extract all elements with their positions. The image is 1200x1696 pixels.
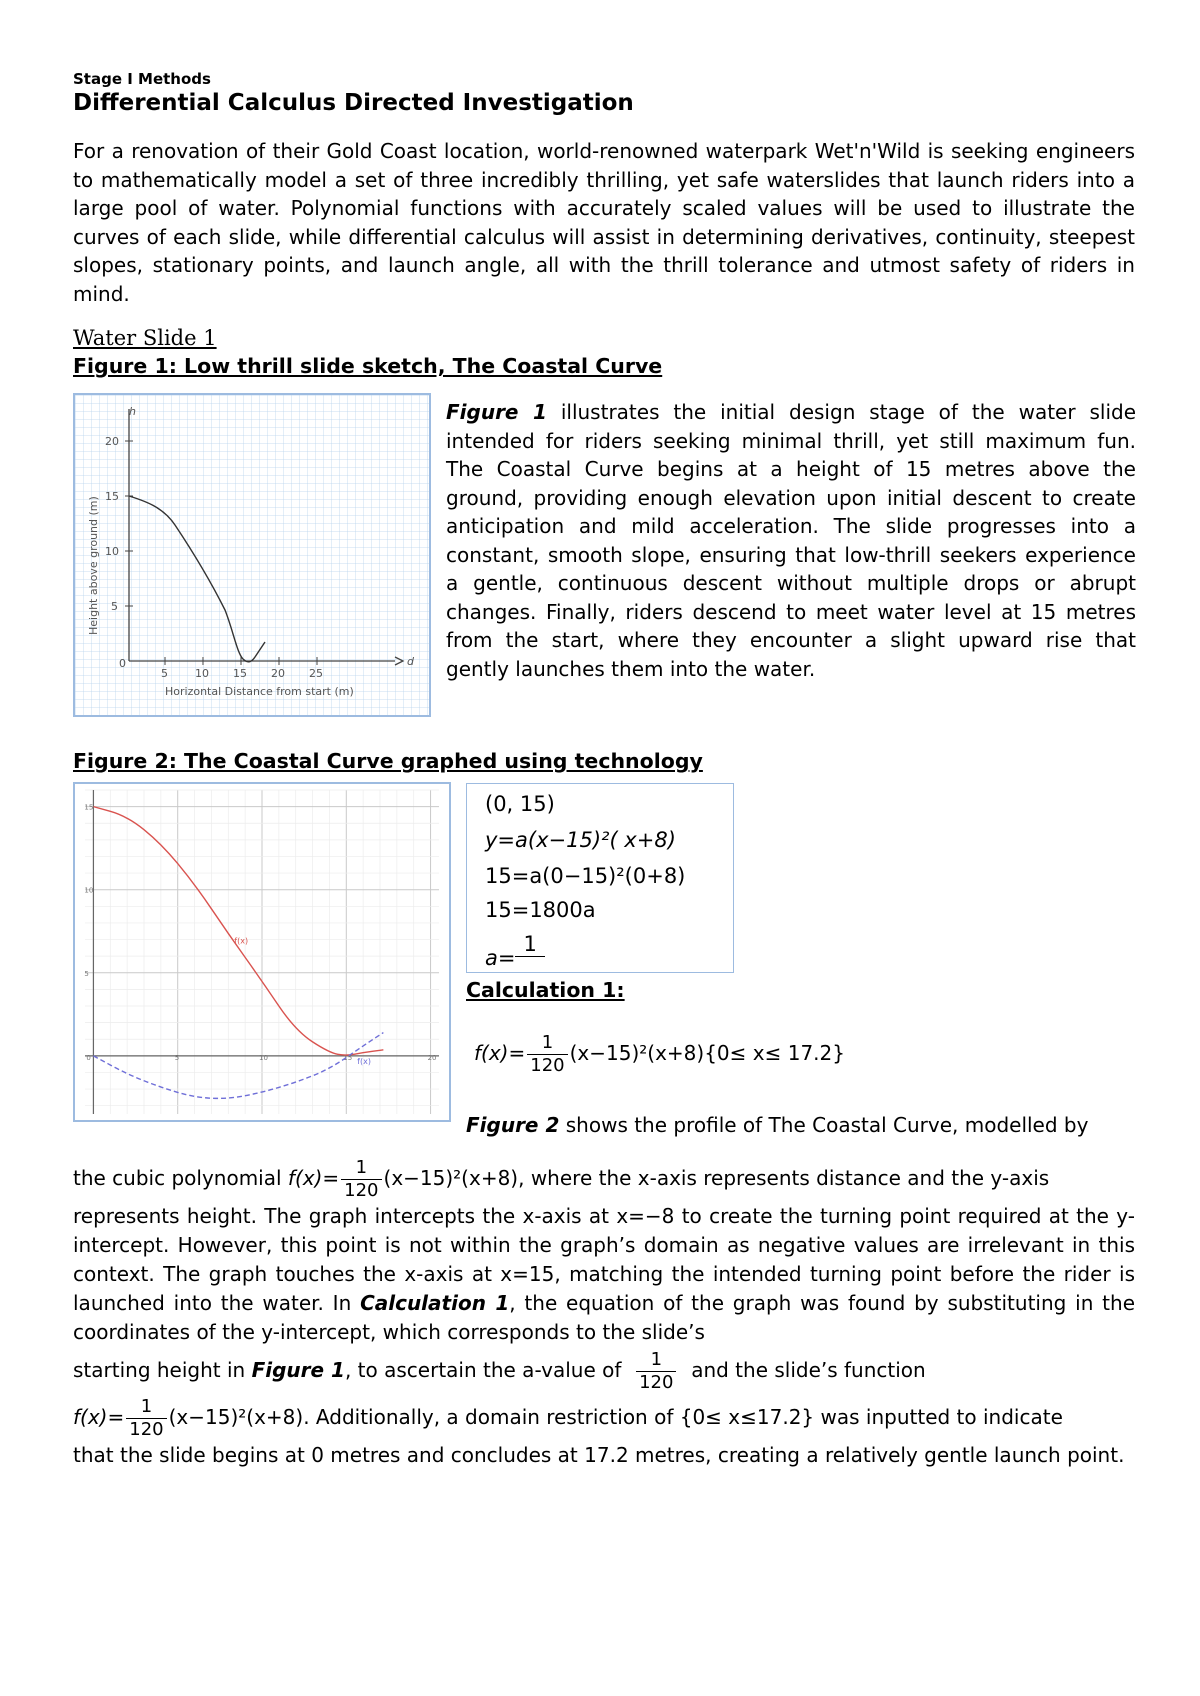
line-domain — [73, 1394, 1135, 1441]
line-a-value — [73, 1347, 1135, 1394]
series-line — [93, 1033, 383, 1099]
figure2-caption: Figure 2: The Coastal Curve graphed using technology — [73, 749, 703, 773]
calc-line-general: y=a(x−15)²( x+8) — [485, 828, 676, 852]
text: and the slide’s function — [691, 1358, 926, 1382]
x-tick-label: 10 — [259, 1053, 268, 1062]
figure1-sketch — [73, 393, 431, 717]
x-tick-label: 15 — [233, 667, 247, 680]
text: . Additionally, a domain restriction of — [303, 1405, 680, 1429]
text: , to ascertain the a-value of — [344, 1358, 622, 1382]
fraction-denominator: 120 — [530, 1055, 565, 1076]
y-tick-label: 10 — [84, 886, 94, 895]
x-tick-label: 15 — [343, 1053, 353, 1062]
figure1-svg — [75, 395, 429, 715]
figure2-lead-text: shows the profile of The Coastal Curve, modelled by — [559, 1113, 1089, 1137]
figure1-ref: Figure 1 — [251, 1358, 345, 1382]
figure1-ref: Figure 1 — [446, 400, 547, 424]
figure2-description-lead — [466, 1111, 1136, 1140]
line-polynomial — [73, 1155, 1135, 1202]
equation-rhs: (x−15)²(x+8){0≤ x≤ 17.2} — [569, 1041, 845, 1065]
x-tick-label: 10 — [195, 667, 209, 680]
section-heading: Water Slide 1 — [73, 326, 217, 350]
x-tick-label: 20 — [271, 667, 285, 680]
a-num: 1 — [515, 932, 544, 957]
calc-line-substitute: 15=a(0−15)²(0+8) — [485, 864, 686, 888]
function-lhs: f(x)= — [287, 1166, 340, 1190]
y-axis-name: h — [129, 405, 136, 418]
y-tick-label: 15 — [105, 490, 119, 503]
figure2-description — [73, 1155, 1135, 1470]
figure1-xlabel: Horizontal Distance from start (m) — [165, 685, 354, 698]
function-fraction — [126, 1396, 166, 1441]
function-rhs: (x−15)²(x+8) — [383, 1166, 519, 1190]
equation-lhs: f(x)= — [474, 1041, 526, 1065]
y-tick-label: 5 — [84, 969, 89, 978]
text: , the equation of the graph was found by substituting in the coordinates of the y-intercept, which corresponds to the slide’s — [73, 1291, 1135, 1344]
fraction-numerator: 1 — [341, 1157, 381, 1180]
fraction-denominator: 120 — [639, 1372, 674, 1393]
calculation-equation — [474, 1032, 845, 1077]
figure1-caption: Figure 1: Low thrill slide sketch, The Coastal Curve — [73, 354, 663, 378]
a-fraction — [636, 1349, 676, 1394]
series-line — [93, 807, 383, 1055]
y-tick-label: 10 — [105, 545, 119, 558]
function-lhs: f(x)= — [73, 1405, 125, 1429]
figure2-graph — [73, 782, 451, 1122]
x-axis-name: d — [407, 655, 414, 668]
text: was inputted to indicate — [814, 1405, 1063, 1429]
series-label: f(x) — [357, 1056, 371, 1066]
x-tick-label: 5 — [161, 667, 168, 680]
text: represents height. The graph intercepts the x-axis at x=−8 to create the turning point required at the y-intercept. However, this point is not within the graph’s domain as negative values are irrelevant in this context. The graph touches the x-axis at x=15, matching the intended turning point before the rider is launched into the water. In — [73, 1204, 1135, 1315]
figure1-description — [446, 398, 1136, 683]
chart-svg — [75, 784, 449, 1120]
function-fraction — [341, 1157, 381, 1202]
fraction-numerator: 1 — [126, 1396, 166, 1419]
y-tick-label: 5 — [111, 600, 118, 613]
domain-restriction: {0≤ x≤17.2} — [679, 1405, 815, 1429]
text: , where the x-axis represents distance and the y-axis — [518, 1166, 1050, 1190]
x-tick-label: 5 — [174, 1053, 180, 1062]
text: that the slide begins at 0 metres and concludes at 17.2 metres, creating a relatively gentle launch point. — [73, 1443, 1125, 1467]
x-tick-label: 20 — [427, 1053, 437, 1062]
calc-line-a-value — [485, 932, 545, 970]
calc-line-point: (0, 15) — [485, 792, 555, 816]
y-tick-label: 15 — [84, 803, 94, 812]
fraction-denominator: 120 — [129, 1419, 164, 1440]
fraction-denominator: 120 — [344, 1180, 379, 1201]
x-tick-label: 0 — [119, 657, 126, 670]
course-label: Stage I Methods — [73, 70, 211, 88]
calculation-box — [466, 783, 734, 973]
calculation-ref: Calculation 1 — [360, 1291, 510, 1315]
fraction-numerator: 1 — [636, 1349, 676, 1372]
x-tick-label: 0 — [86, 1053, 91, 1062]
equation-fraction — [527, 1032, 567, 1077]
fraction-numerator: 1 — [527, 1032, 567, 1055]
text: the cubic polynomial — [73, 1166, 288, 1190]
y-tick-label: 20 — [105, 435, 119, 448]
text: starting height in — [73, 1358, 252, 1382]
a-lhs: a= — [485, 946, 516, 970]
figure1-ylabel: Height above ground (m) — [87, 496, 100, 635]
figure1-body: illustrates the initial design stage of the water slide intended for riders seeking minimal thrill, yet still maximum fun. The Coastal Curve begins at a height of 15 metres above the ground, providing enough elevation upon initial descent to create anticipation and mild acceleration. The slide progresses into a constant, smooth slope, ensuring that low-thrill seekers experience a gentle, continuous descent without multiple drops or abrupt changes. Finally, riders descend to meet water level at 15 metres from the start, where they encounter a slight upward rise that gently launches them into the water. — [446, 400, 1137, 681]
page-title: Differential Calculus Directed Investigation — [73, 90, 634, 116]
intro-paragraph: For a renovation of their Gold Coast location, world-renowned waterpark Wet'n'Wild is seeking engineers to mathematically model a set of three incredibly thrilling, yet safe waterslides that launch riders into a large pool of water. Polynomial functions with accurately scaled values will be used to illustrate the curves of each slide, while differential calculus will assist in determining derivatives, continuity, steepest slopes, stationary points, and launch angle, all with the thrill tolerance and utmost safety of riders in mind. — [73, 139, 1135, 306]
series-label: f(x) — [234, 936, 249, 946]
function-rhs: (x−15)²(x+8) — [168, 1405, 304, 1429]
calc-line-simplify: 15=1800a — [485, 898, 596, 922]
calculation-label: Calculation 1: — [466, 978, 625, 1002]
figure2-ref: Figure 2 — [466, 1113, 560, 1137]
x-tick-label: 25 — [309, 667, 323, 680]
